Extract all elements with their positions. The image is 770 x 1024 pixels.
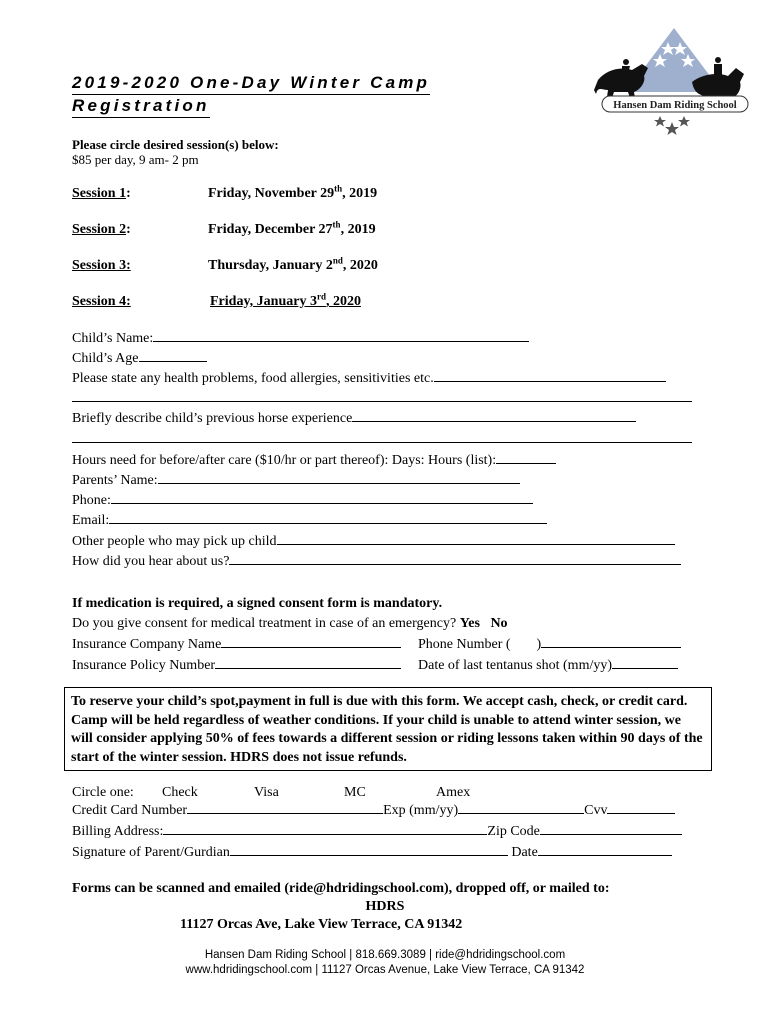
zip-blank[interactable] (540, 821, 682, 835)
hours-field[interactable]: Hours need for before/after care ($10/hr or part thereof): Days: Hours (list): (72, 450, 556, 471)
email-field[interactable]: Email: (72, 510, 547, 531)
price-text: $85 per day, 9 am- 2 pm (72, 152, 199, 167)
parents-field[interactable]: Parents’ Name: (72, 470, 520, 491)
page-title (72, 72, 430, 118)
tetanus-field[interactable]: Date of last tentanus shot (mm/yy) (418, 655, 678, 676)
phone-blank[interactable] (111, 490, 533, 504)
payment-option-check[interactable]: Check (162, 785, 198, 800)
consent-yes[interactable]: Yes (459, 616, 480, 631)
date-blank[interactable] (538, 842, 672, 856)
insurance-phone-field[interactable]: Phone Number ( ) (418, 634, 681, 655)
email-blank[interactable] (109, 510, 547, 524)
exp-blank[interactable] (458, 800, 584, 814)
health-blank-line-2[interactable] (72, 401, 692, 402)
card-number-field[interactable]: Credit Card Number Exp (mm/yy) Cvv (72, 800, 675, 821)
title-line-2: Registration (72, 95, 210, 118)
experience-blank[interactable] (352, 408, 636, 422)
child-name-field[interactable]: Child’s Name: (72, 328, 529, 349)
insurance-phone-blank[interactable] (541, 634, 681, 648)
child-age-field[interactable]: Child’s Age (72, 348, 207, 369)
circle-one-label: Circle one: (72, 785, 134, 800)
submit-hdrs: HDRS (365, 899, 405, 914)
consent-question: Do you give consent for medical treatment in case of an emergency? Yes No (72, 616, 508, 631)
cvv-label: Cvv (584, 803, 608, 818)
parents-blank[interactable] (158, 470, 520, 484)
logo-text: Hansen Dam Riding School (613, 100, 737, 111)
footer-contact: Hansen Dam Riding School | 818.669.3089 | ride@hdridingschool.com (204, 949, 566, 961)
cvv-blank[interactable] (607, 800, 675, 814)
session-1-date: Friday, November 29th, 2019 (208, 183, 378, 201)
policy-number-blank[interactable] (215, 655, 401, 669)
payment-notice: To reserve your child’s spot,payment in full is due with this form. We accept cash, check, or credit card. Camp will be held regardless of weather conditions. If your child is unable to attend winter session, we will consider applying 50% of fees towards a different session or riding lessons taken within 90 days of the start of the winter session. HDRS does not issue refunds. (64, 687, 712, 771)
experience-blank-line-2[interactable] (72, 442, 692, 443)
sessions-heading: Please circle desired session(s) below: (72, 137, 279, 152)
session-3-date: Thursday, January 2nd, 2020 (208, 255, 378, 273)
school-logo (592, 20, 752, 142)
payment-option-mc[interactable]: MC (344, 785, 366, 800)
payment-option-amex[interactable]: Amex (436, 785, 471, 800)
policy-number-field[interactable]: Insurance Policy Number (72, 655, 401, 676)
pickup-blank[interactable] (277, 531, 675, 545)
billing-field[interactable]: Billing Address: Zip Code (72, 821, 682, 842)
medication-heading: If medication is required, a signed consent form is mandatory. (72, 596, 443, 611)
submit-address: 11127 Orcas Ave, Lake View Terrace, CA 91342 (180, 917, 463, 932)
consent-no[interactable]: No (490, 616, 508, 631)
tetanus-blank[interactable] (612, 655, 678, 669)
session-2-date: Friday, December 27th, 2019 (208, 219, 376, 237)
footer-address: www.hdridingschool.com | 11127 Orcas Avenue, Lake View Terrace, CA 91342 (185, 964, 585, 976)
title-line-1: 2019-2020 One-Day Winter Camp (72, 72, 430, 95)
session-1[interactable]: Session 1: (72, 186, 131, 201)
billing-blank[interactable] (163, 821, 487, 835)
hear-blank[interactable] (229, 551, 681, 565)
insurance-name-field[interactable]: Insurance Company Name (72, 634, 401, 655)
health-field[interactable]: Please state any health problems, food allergies, sensitivities etc. (72, 368, 666, 389)
hours-blank[interactable] (496, 450, 556, 464)
health-blank[interactable] (434, 368, 666, 382)
exp-label: Exp (mm/yy) (383, 803, 459, 818)
child-name-blank[interactable] (153, 328, 529, 342)
payment-option-visa[interactable]: Visa (254, 785, 279, 800)
signature-blank[interactable] (230, 842, 508, 856)
session-4[interactable]: Session 4: (72, 294, 131, 309)
child-age-blank[interactable] (139, 348, 207, 362)
pickup-field[interactable]: Other people who may pick up child (72, 531, 675, 552)
submit-instructions: Forms can be scanned and emailed (ride@hdridingschool.com), dropped off, or mailed to: (72, 881, 610, 896)
insurance-name-blank[interactable] (221, 634, 401, 648)
logo-graphic (592, 20, 752, 142)
session-4-date: Friday, January 3rd, 2020 (210, 291, 361, 309)
experience-field[interactable]: Briefly describe child’s previous horse experience (72, 408, 636, 429)
hear-field[interactable]: How did you hear about us? (72, 551, 681, 572)
session-2[interactable]: Session 2: (72, 222, 131, 237)
card-number-blank[interactable] (187, 800, 383, 814)
session-3[interactable]: Session 3: (72, 258, 131, 273)
date-label: Date (511, 845, 538, 860)
phone-field[interactable]: Phone: (72, 490, 533, 511)
signature-field[interactable]: Signature of Parent/Gurdian Date (72, 842, 672, 863)
zip-label: Zip Code (487, 824, 540, 839)
